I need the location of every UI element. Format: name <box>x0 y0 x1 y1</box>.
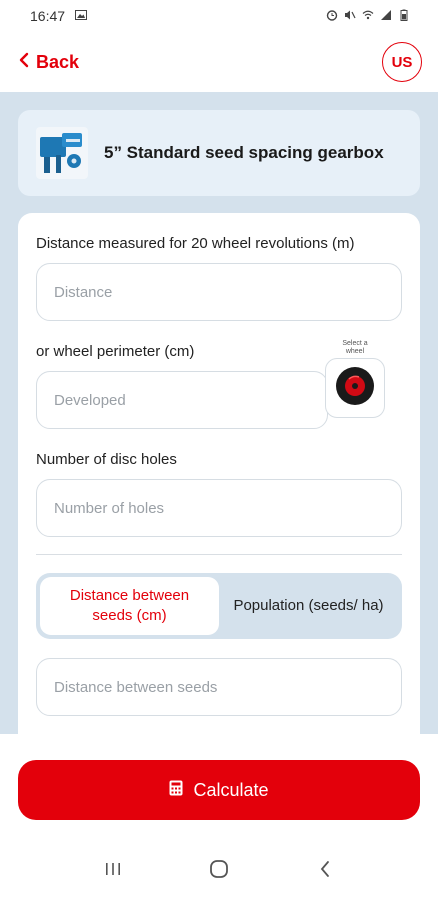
recent-apps-icon <box>104 861 122 882</box>
product-title: 5” Standard seed spacing gearbox <box>104 143 384 162</box>
system-nav-bar <box>0 842 438 900</box>
home-button[interactable] <box>199 856 239 886</box>
alarm-icon <box>326 8 338 24</box>
main-content[interactable] <box>0 92 438 734</box>
chevron-left-icon <box>18 52 30 73</box>
language-selector[interactable] <box>382 42 422 82</box>
wheel-box <box>325 358 385 418</box>
status-left <box>30 8 87 24</box>
recent-apps-button[interactable] <box>93 856 133 886</box>
status-right <box>326 8 410 24</box>
wheel-caption: Select a wheel <box>342 340 368 355</box>
language-label: US <box>391 53 413 71</box>
calculator-icon <box>169 780 183 801</box>
holes-label: Number of disc holes <box>36 451 177 468</box>
battery-icon <box>398 8 410 24</box>
form-card <box>18 213 420 734</box>
tab-population[interactable]: Population (seeds/ ha) <box>233 597 384 614</box>
product-card <box>18 110 420 196</box>
app-header <box>0 32 438 92</box>
divider <box>36 554 402 555</box>
home-icon <box>209 859 229 884</box>
chevron-left-icon <box>319 860 331 883</box>
status-bar <box>0 0 438 32</box>
calc-mode-toggle <box>36 573 402 639</box>
status-time: 16:47 <box>30 8 66 24</box>
distance-input[interactable] <box>36 263 402 321</box>
calculate-button[interactable] <box>18 760 420 820</box>
distance-label: Distance measured for 20 wheel revolutions (m) <box>36 235 355 252</box>
gallery-icon <box>75 8 87 24</box>
perimeter-label: or wheel perimeter (cm) <box>36 343 195 360</box>
wifi-icon <box>362 8 374 24</box>
holes-input[interactable] <box>36 479 402 537</box>
back-label: Back <box>36 51 80 72</box>
signal-icon <box>380 8 392 24</box>
calculate-label: Calculate <box>193 779 269 800</box>
back-button[interactable] <box>18 52 79 73</box>
wheel-icon <box>335 366 375 411</box>
mute-icon <box>344 8 356 24</box>
select-wheel-button[interactable] <box>324 340 386 426</box>
tab-distance-between-seeds[interactable]: Distance between seeds (cm) <box>40 577 219 635</box>
system-back-button[interactable] <box>305 856 345 886</box>
perimeter-input[interactable] <box>36 371 328 429</box>
seed-distance-input[interactable] <box>36 658 402 716</box>
gearbox-icon <box>36 127 88 179</box>
